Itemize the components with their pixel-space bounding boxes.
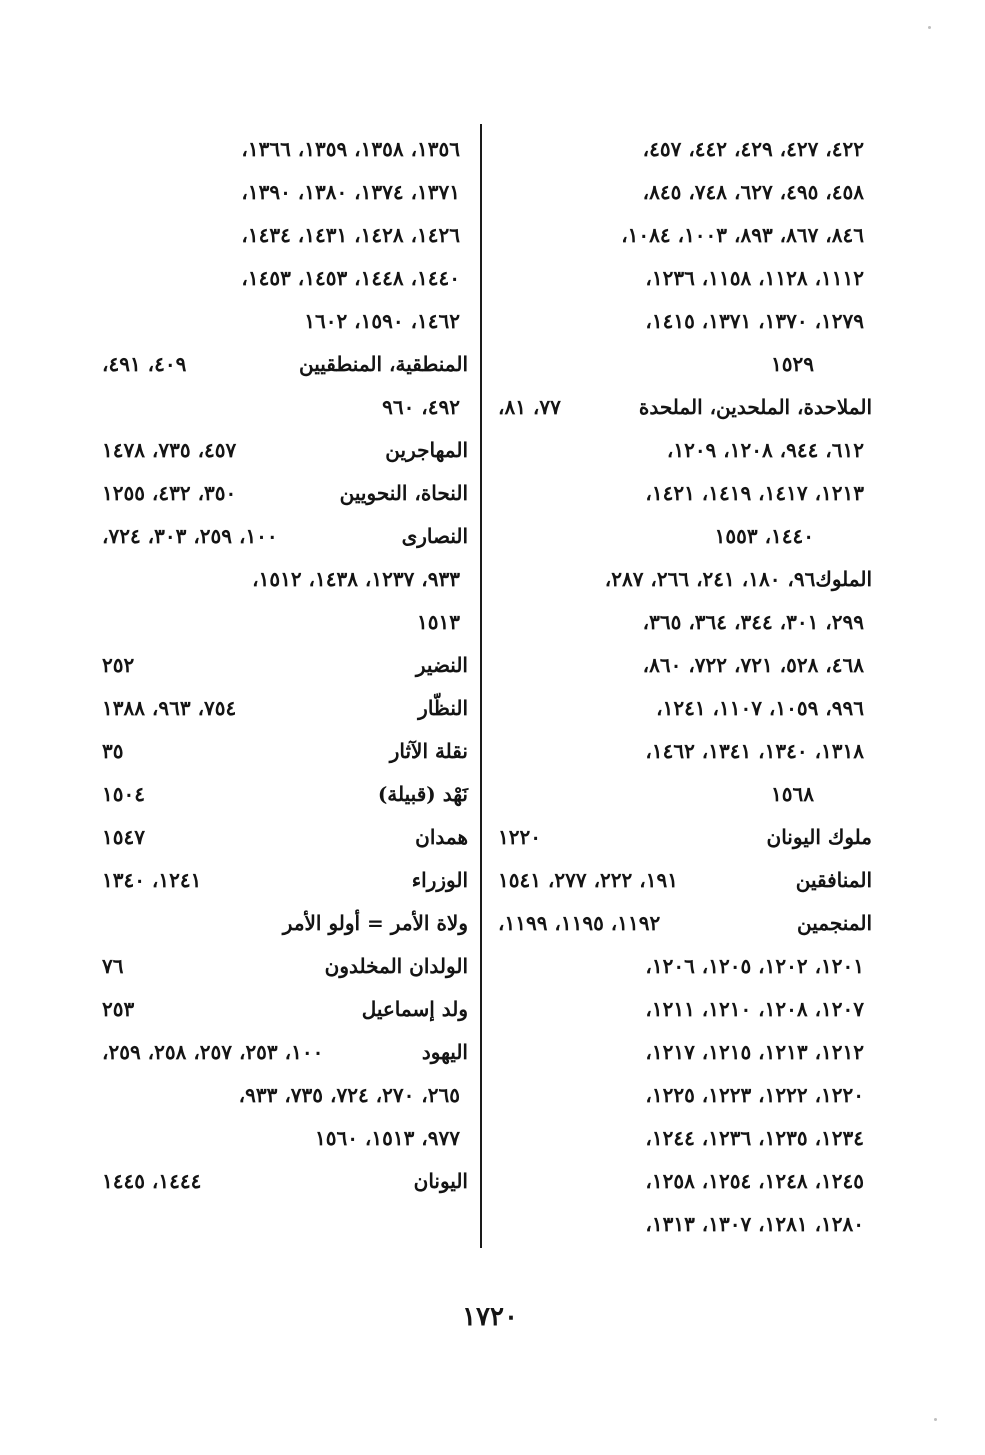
page-references: ١٢٠٧، ١٢٠٨، ١٢١٠، ١٢١١، <box>645 997 864 1021</box>
page-references: ١٢٤٥، ١٢٤٨، ١٢٥٤، ١٢٥٨، <box>645 1169 864 1193</box>
index-entry <box>96 1031 468 1074</box>
index-term: اليهود <box>421 1040 468 1064</box>
page-references: ٤٦٨، ٥٢٨، ٧٢١، ٧٢٢، ٨٦٠، <box>642 653 864 677</box>
index-entry <box>492 1031 872 1074</box>
index-entry <box>96 171 468 214</box>
index-entry <box>492 1203 872 1246</box>
page-references: ١٥٢٩ <box>771 352 814 376</box>
index-term: ملوك اليونان <box>766 825 872 849</box>
index-entry <box>492 988 872 1031</box>
index-entry <box>96 386 468 429</box>
page-references: ١٤٤٠، ١٥٥٣ <box>714 524 814 548</box>
index-term: الملوك٩٦، ١٨٠، ٢٤١، ٢٦٦، ٢٨٧، <box>604 567 872 591</box>
index-entry <box>492 644 872 687</box>
page-references: ١٩١، ٢٢٢، ٢٧٧، ١٥٤١ <box>498 868 678 892</box>
page-references: ١٤٤٠، ١٤٤٨، ١٤٥٣، ١٤٥٣، <box>241 266 460 290</box>
index-term: النضير <box>415 653 468 677</box>
index-entry <box>492 945 872 988</box>
page-references: ١٢٣٤، ١٢٣٥، ١٢٣٦، ١٢٤٤، <box>645 1126 864 1150</box>
index-entry <box>96 859 468 902</box>
index-term: الوزراء <box>411 868 468 892</box>
index-entry <box>96 343 468 386</box>
index-entry <box>96 1160 468 1203</box>
index-entry <box>96 558 468 601</box>
index-entry <box>492 472 872 515</box>
page-references: ١٢٨٠، ١٢٨١، ١٣٠٧، ١٣١٣، <box>645 1212 864 1236</box>
page-references: ٦١٢، ٩٤٤، ١٢٠٨، ١٢٠٩، <box>666 438 864 462</box>
page-references: ١٤٦٢، ١٥٩٠، ١٦٠٢ <box>304 309 460 333</box>
page-references: ٤٢٢، ٤٢٧، ٤٢٩، ٤٤٢، ٤٥٧، <box>642 137 864 161</box>
page-references: ١٥٦٨ <box>771 782 814 806</box>
index-entry <box>96 257 468 300</box>
index-entry <box>96 601 468 644</box>
page-references: ٢٥٢ <box>102 653 135 677</box>
page-references: ١٣١٨، ١٣٤٠، ١٣٤١، ١٤٦٢، <box>645 739 864 763</box>
page-references: ١١٩٢، ١١٩٥، ١١٩٩، <box>498 911 661 935</box>
page-references: ٩٩٦، ١٠٥٩، ١١٠٧، ١٢٤١، <box>656 696 864 720</box>
page-references: ١٥١٣ <box>417 610 460 634</box>
index-entry <box>96 300 468 343</box>
page-references: ١٤٢٦، ١٤٢٨، ١٤٣١، ١٤٣٤، <box>241 223 460 247</box>
index-entry <box>96 472 468 515</box>
page-references: ٤٩٢، ٩٦٠ <box>382 395 460 419</box>
page-references: ١٣٥٦، ١٣٥٨، ١٣٥٩، ١٣٦٦، <box>241 137 460 161</box>
page-references: ٩٧٧، ١٥١٣، ١٥٦٠ <box>314 1126 460 1150</box>
index-term: ولاة الأمر = أولو الأمر <box>282 911 468 935</box>
page-references: ١٠٠، ٢٥٩، ٣٠٣، ٧٢٤، <box>102 524 278 548</box>
index-term: المنطقية، المنطقيين <box>298 352 468 376</box>
page-references: ١٥٠٤ <box>102 782 145 806</box>
index-term: همدان <box>415 825 468 849</box>
index-term: نقلة الآثار <box>389 739 468 763</box>
index-entry <box>96 1074 468 1117</box>
page-references: ٢٥٣ <box>102 997 135 1021</box>
page-references: ١١١٢، ١١٢٨، ١١٥٨، ١٢٣٦، <box>645 266 864 290</box>
page-references: ١٢٤١، ١٣٤٠ <box>102 868 202 892</box>
index-entry <box>492 515 872 558</box>
page-references: ٧٦ <box>102 954 124 978</box>
index-entry <box>492 859 872 902</box>
index-entry <box>492 343 872 386</box>
index-entry <box>96 128 468 171</box>
index-entry <box>492 214 872 257</box>
index-column-right <box>492 128 872 1246</box>
index-term: المنجمين <box>797 911 872 935</box>
page-references: ١٢٠١، ١٢٠٢، ١٢٠٥، ١٢٠٦، <box>645 954 864 978</box>
index-entry <box>96 773 468 816</box>
index-entry <box>96 902 468 945</box>
page-references: ٧٧، ٨١، <box>498 395 561 419</box>
page-references: ٢٦٥، ٢٧٠، ٧٢٤، ٧٣٥، ٩٣٣، <box>238 1083 460 1107</box>
page-references: ٧٥٤، ٩٦٣، ١٣٨٨ <box>102 696 237 720</box>
index-entry <box>492 257 872 300</box>
page-references: ٣٥ <box>102 739 124 763</box>
index-entry <box>492 171 872 214</box>
page-references: ١٢١٢، ١٢١٣، ١٢١٥، ١٢١٧، <box>645 1040 864 1064</box>
index-entry <box>492 773 872 816</box>
page-references: ٤٠٩، ٤٩١، <box>102 352 187 376</box>
index-entry <box>492 1117 872 1160</box>
column-divider <box>480 124 482 1248</box>
index-entry <box>96 816 468 859</box>
index-entry <box>96 945 468 988</box>
page-references: ١٢٢٠ <box>498 825 541 849</box>
page-references: ١٥٤٧ <box>102 825 145 849</box>
index-entry <box>492 429 872 472</box>
index-entry <box>492 1160 872 1203</box>
index-entry <box>492 816 872 859</box>
index-entry <box>96 687 468 730</box>
index-entry <box>96 214 468 257</box>
page-references: ١٢٢٠، ١٢٢٢، ١٢٢٣، ١٢٢٥، <box>645 1083 864 1107</box>
page-references: ٣٥٠، ٤٣٢، ١٢٥٥ <box>102 481 237 505</box>
page-references: ٩٣٣، ١٢٣٧، ١٤٣٨، ١٥١٢، <box>252 567 460 591</box>
index-entry <box>96 429 468 472</box>
index-entry <box>492 601 872 644</box>
index-entry <box>96 1117 468 1160</box>
index-entry <box>492 558 872 601</box>
page-references: ١٠٠، ٢٥٣، ٢٥٧، ٢٥٨، ٢٥٩، <box>102 1040 324 1064</box>
page-references: ٨٤٦، ٨٦٧، ٨٩٣، ١٠٠٣، ١٠٨٤، <box>621 223 864 247</box>
index-term: المهاجرين <box>385 438 468 462</box>
index-entry <box>492 1074 872 1117</box>
page-references: ١٢١٣، ١٤١٧، ١٤١٩، ١٤٢١، <box>645 481 864 505</box>
index-term: الولدان المخلدون <box>324 954 468 978</box>
page-references: ٤٥٨، ٤٩٥، ٦٢٧، ٧٤٨، ٨٤٥، <box>642 180 864 204</box>
index-entry <box>492 128 872 171</box>
index-entry <box>492 386 872 429</box>
index-term: الملاحدة، الملحدين، الملحدة <box>638 395 872 419</box>
index-entry <box>96 515 468 558</box>
index-term: ولد إسماعيل <box>361 997 468 1021</box>
page-references: ٤٥٧، ٧٣٥، ١٤٧٨ <box>102 438 237 462</box>
index-entry <box>96 988 468 1031</box>
page-references: ١٢٧٩، ١٣٧٠، ١٣٧١، ١٤١٥، <box>645 309 864 333</box>
index-entry <box>492 902 872 945</box>
index-term: اليونان <box>413 1169 468 1193</box>
index-term: المنافقين <box>795 868 872 892</box>
page-references: ١٤٤٤، ١٤٤٥ <box>102 1169 202 1193</box>
index-entry <box>96 644 468 687</box>
index-term: نَهْد (قبيلة) <box>377 782 468 806</box>
index-term: النظّار <box>418 696 468 720</box>
index-entry <box>492 730 872 773</box>
index-entry <box>492 687 872 730</box>
index-entry <box>96 730 468 773</box>
scan-speck <box>934 1418 937 1421</box>
page-references: ١٣٧١، ١٣٧٤، ١٣٨٠، ١٣٩٠، <box>241 180 460 204</box>
index-column-left <box>96 128 468 1203</box>
index-entry <box>492 300 872 343</box>
page-number: ١٧٢٠ <box>462 1302 518 1332</box>
page-references: ٢٩٩، ٣٠١، ٣٤٤، ٣٦٤، ٣٦٥، <box>642 610 864 634</box>
scan-speck <box>928 26 931 29</box>
index-term: النحاة، النحويين <box>339 481 468 505</box>
index-term: النصارى <box>401 524 468 548</box>
